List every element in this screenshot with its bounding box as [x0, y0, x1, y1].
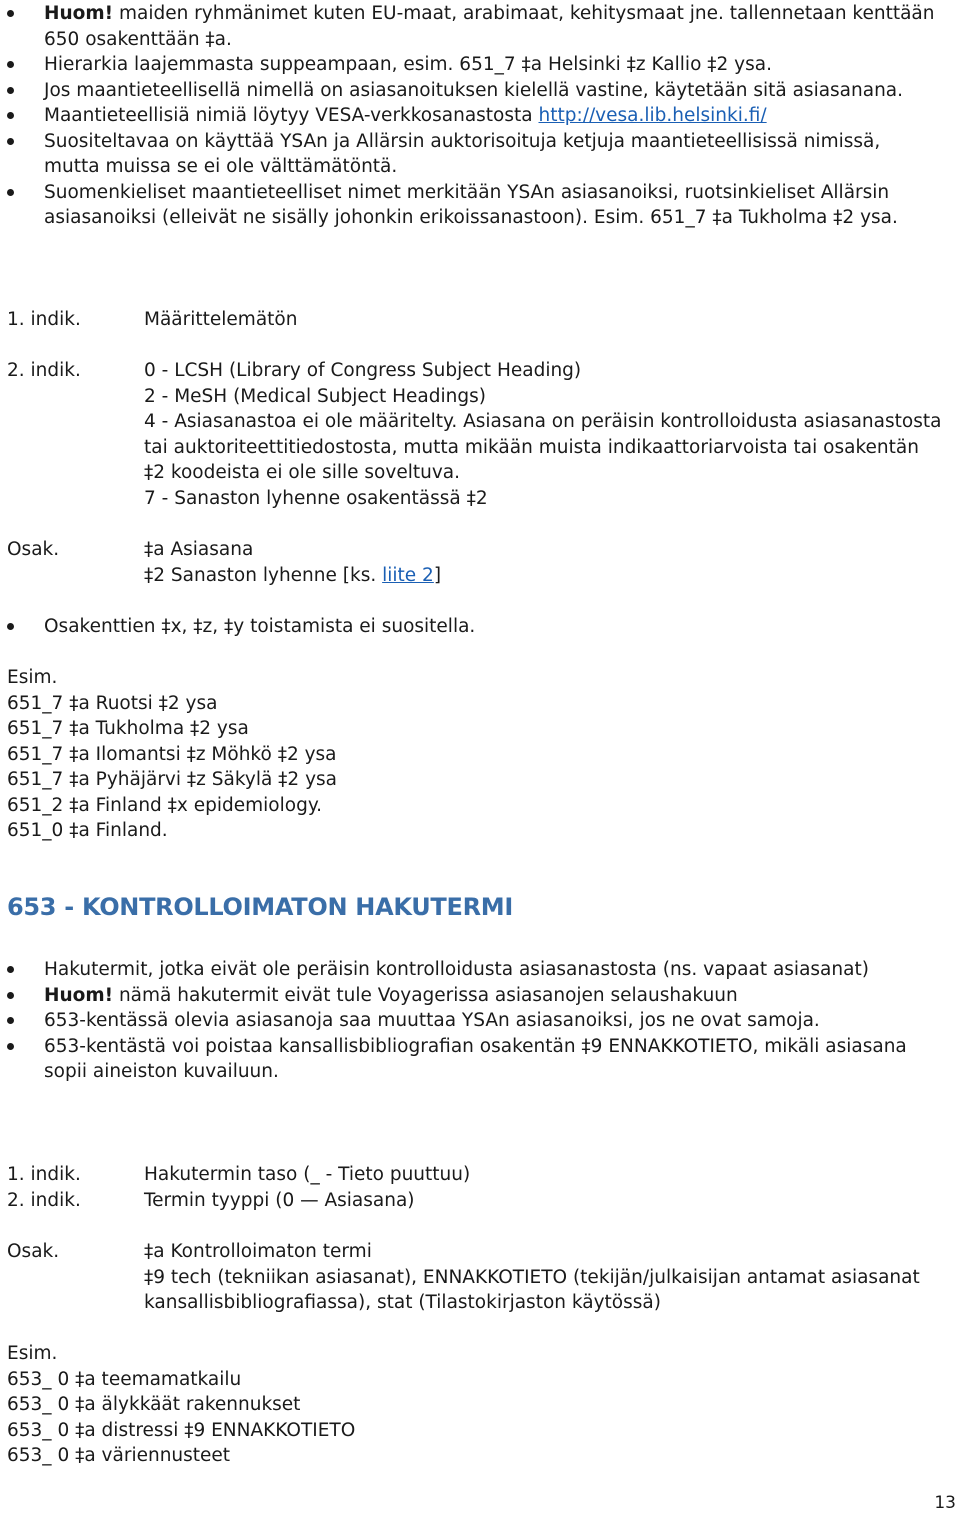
list-item: Huom! nämä hakutermit eivät tule Voyagerissa asiasanojen selaushakuun — [7, 983, 937, 1009]
bullet-list-651 — [7, 1, 937, 231]
example-line: 653_ 0 ‡a väriennusteet — [7, 1445, 231, 1466]
example-block-653 — [7, 1341, 907, 1469]
subfield-line: ‡a Asiasana — [144, 539, 254, 560]
indicator-value: Hakutermin taso (_ - Tieto puuttuu) — [144, 1164, 471, 1185]
appendix-link[interactable]: liite 2 — [382, 564, 434, 586]
example-label: Esim. — [7, 667, 58, 688]
example-line: 651_7 ‡a Ruotsi ‡2 ysa — [7, 692, 218, 714]
bullet-list-repeat — [7, 614, 937, 640]
note-bold: Huom! — [44, 984, 114, 1006]
indicator-2-line: 2 - MeSH (Medical Subject Headings) — [144, 385, 486, 407]
list-item: 653-kentässä olevia asiasanoja saa muuttaa YSAn asiasanoiksi, jos ne ovat samoja. — [7, 1008, 937, 1034]
example-line: 651_7 ‡a Pyhäjärvi ‡z Säkylä ‡2 ysa — [7, 769, 338, 790]
indicator-label: 2. indik. — [7, 1190, 81, 1211]
indicator-label: 1. indik. — [7, 1164, 81, 1185]
example-label: Esim. — [7, 1343, 58, 1364]
list-item: Suomenkieliset maantieteelliset nimet merkitään YSAn asiasanoiksi, ruotsinkieliset Allärsin asiasanoiksi (elleivät ne sisälly johonkin erikoissanastoon). Esim. 651_7 ‡a Tukholma ‡2 ysa. — [7, 180, 937, 231]
indicator-2-line: 0 - LCSH (Library of Congress Subject Heading) — [144, 360, 582, 381]
indicator-1-label: 1. indik. — [7, 309, 81, 330]
list-item: Osakenttien ‡x, ‡z, ‡y toistamista ei suositella. — [7, 614, 937, 640]
indicator-value: Termin tyyppi (0 — Asiasana) — [144, 1190, 415, 1211]
subfield-line: ‡9 tech (tekniikan asiasanat), ENNAKKOTIETO (tekijän/julkaisijan antamat asiasanat kansallisbibliografiassa), stat (Tilastokirjaston käytössä) — [144, 1266, 920, 1313]
list-item: 653-kentästä voi poistaa kansallisbibliografian osakentän ‡9 ENNAKKOTIETO, mikäli asiasana sopii aineiston kuvailuun. — [7, 1034, 937, 1085]
subfield-label: Osak. — [7, 539, 60, 560]
list-item: Suositeltavaa on käyttää YSAn ja Allärsin auktorisoituja ketjuja maantieteellisissä nimissä, mutta muissa se ei ole välttämätöntä. — [7, 129, 937, 180]
subfield-line: ‡a Kontrolloimaton termi — [144, 1241, 372, 1262]
example-line: 651_7 ‡a Ilomantsi ‡z Möhkö ‡2 ysa — [7, 743, 337, 765]
section-heading: 653 - KONTROLLOIMATON HAKUTERMI — [7, 893, 513, 921]
indicator-2-line: 7 - Sanaston lyhenne osakentässä ‡2 — [144, 487, 488, 509]
indicator-2-label: 2. indik. — [7, 360, 81, 381]
indicator-2-values — [144, 358, 944, 511]
subfield-values — [144, 537, 944, 588]
indicator-2-line: 4 - Asiasanastoa ei ole määritelty. Asiasana on peräisin kontrolloidusta asiasanastosta tai auktoriteettitiedostosta, mutta mikään muista indikaattoriarvoista tai osakentän ‡2 koodeista ei ole sille soveltuva. — [144, 411, 942, 483]
list-item: Jos maantieteellisellä nimellä on asiasanoituksen kielellä vastine, käytetään sitä asiasanana. — [7, 78, 937, 104]
example-line: 651_0 ‡a Finland. — [7, 820, 168, 841]
page-number: 13 — [934, 1493, 956, 1513]
subfield-values — [144, 1239, 944, 1316]
subfield-line: ‡2 Sanaston lyhenne [ks. liite 2] — [144, 564, 442, 586]
list-item: Maantieteellisiä nimiä löytyy VESA-verkkosanastosta http://vesa.lib.helsinki.fi/ — [7, 103, 937, 129]
example-line: 651_2 ‡a Finland ‡x epidemiology. — [7, 794, 323, 816]
example-line: 653_ 0 ‡a älykkäät rakennukset — [7, 1394, 301, 1415]
example-line: 651_7 ‡a Tukholma ‡2 ysa — [7, 718, 249, 739]
list-item: Hakutermit, jotka eivät ole peräisin kontrolloidusta asiasanastosta (ns. vapaat asiasanat) — [7, 957, 937, 983]
list-item: Huom! maiden ryhmänimet kuten EU-maat, arabimaat, kehitysmaat jne. tallennetaan kenttään 650 osakenttään ‡a. — [7, 1, 937, 52]
list-item: Hierarkia laajemmasta suppeampaan, esim. 651_7 ‡a Helsinki ‡z Kallio ‡2 ysa. — [7, 52, 937, 78]
bullet-list-653 — [7, 957, 937, 1085]
subfield-label: Osak. — [7, 1241, 60, 1262]
example-line: 653_ 0 ‡a teemamatkailu — [7, 1368, 242, 1390]
vesa-link[interactable]: http://vesa.lib.helsinki.fi/ — [538, 105, 767, 126]
example-line: 653_ 0 ‡a distressi ‡9 ENNAKKOTIETO — [7, 1419, 356, 1441]
indicator-1-value: Määrittelemätön — [144, 309, 298, 330]
example-block-651 — [7, 665, 907, 844]
note-bold: Huom! — [44, 3, 114, 24]
